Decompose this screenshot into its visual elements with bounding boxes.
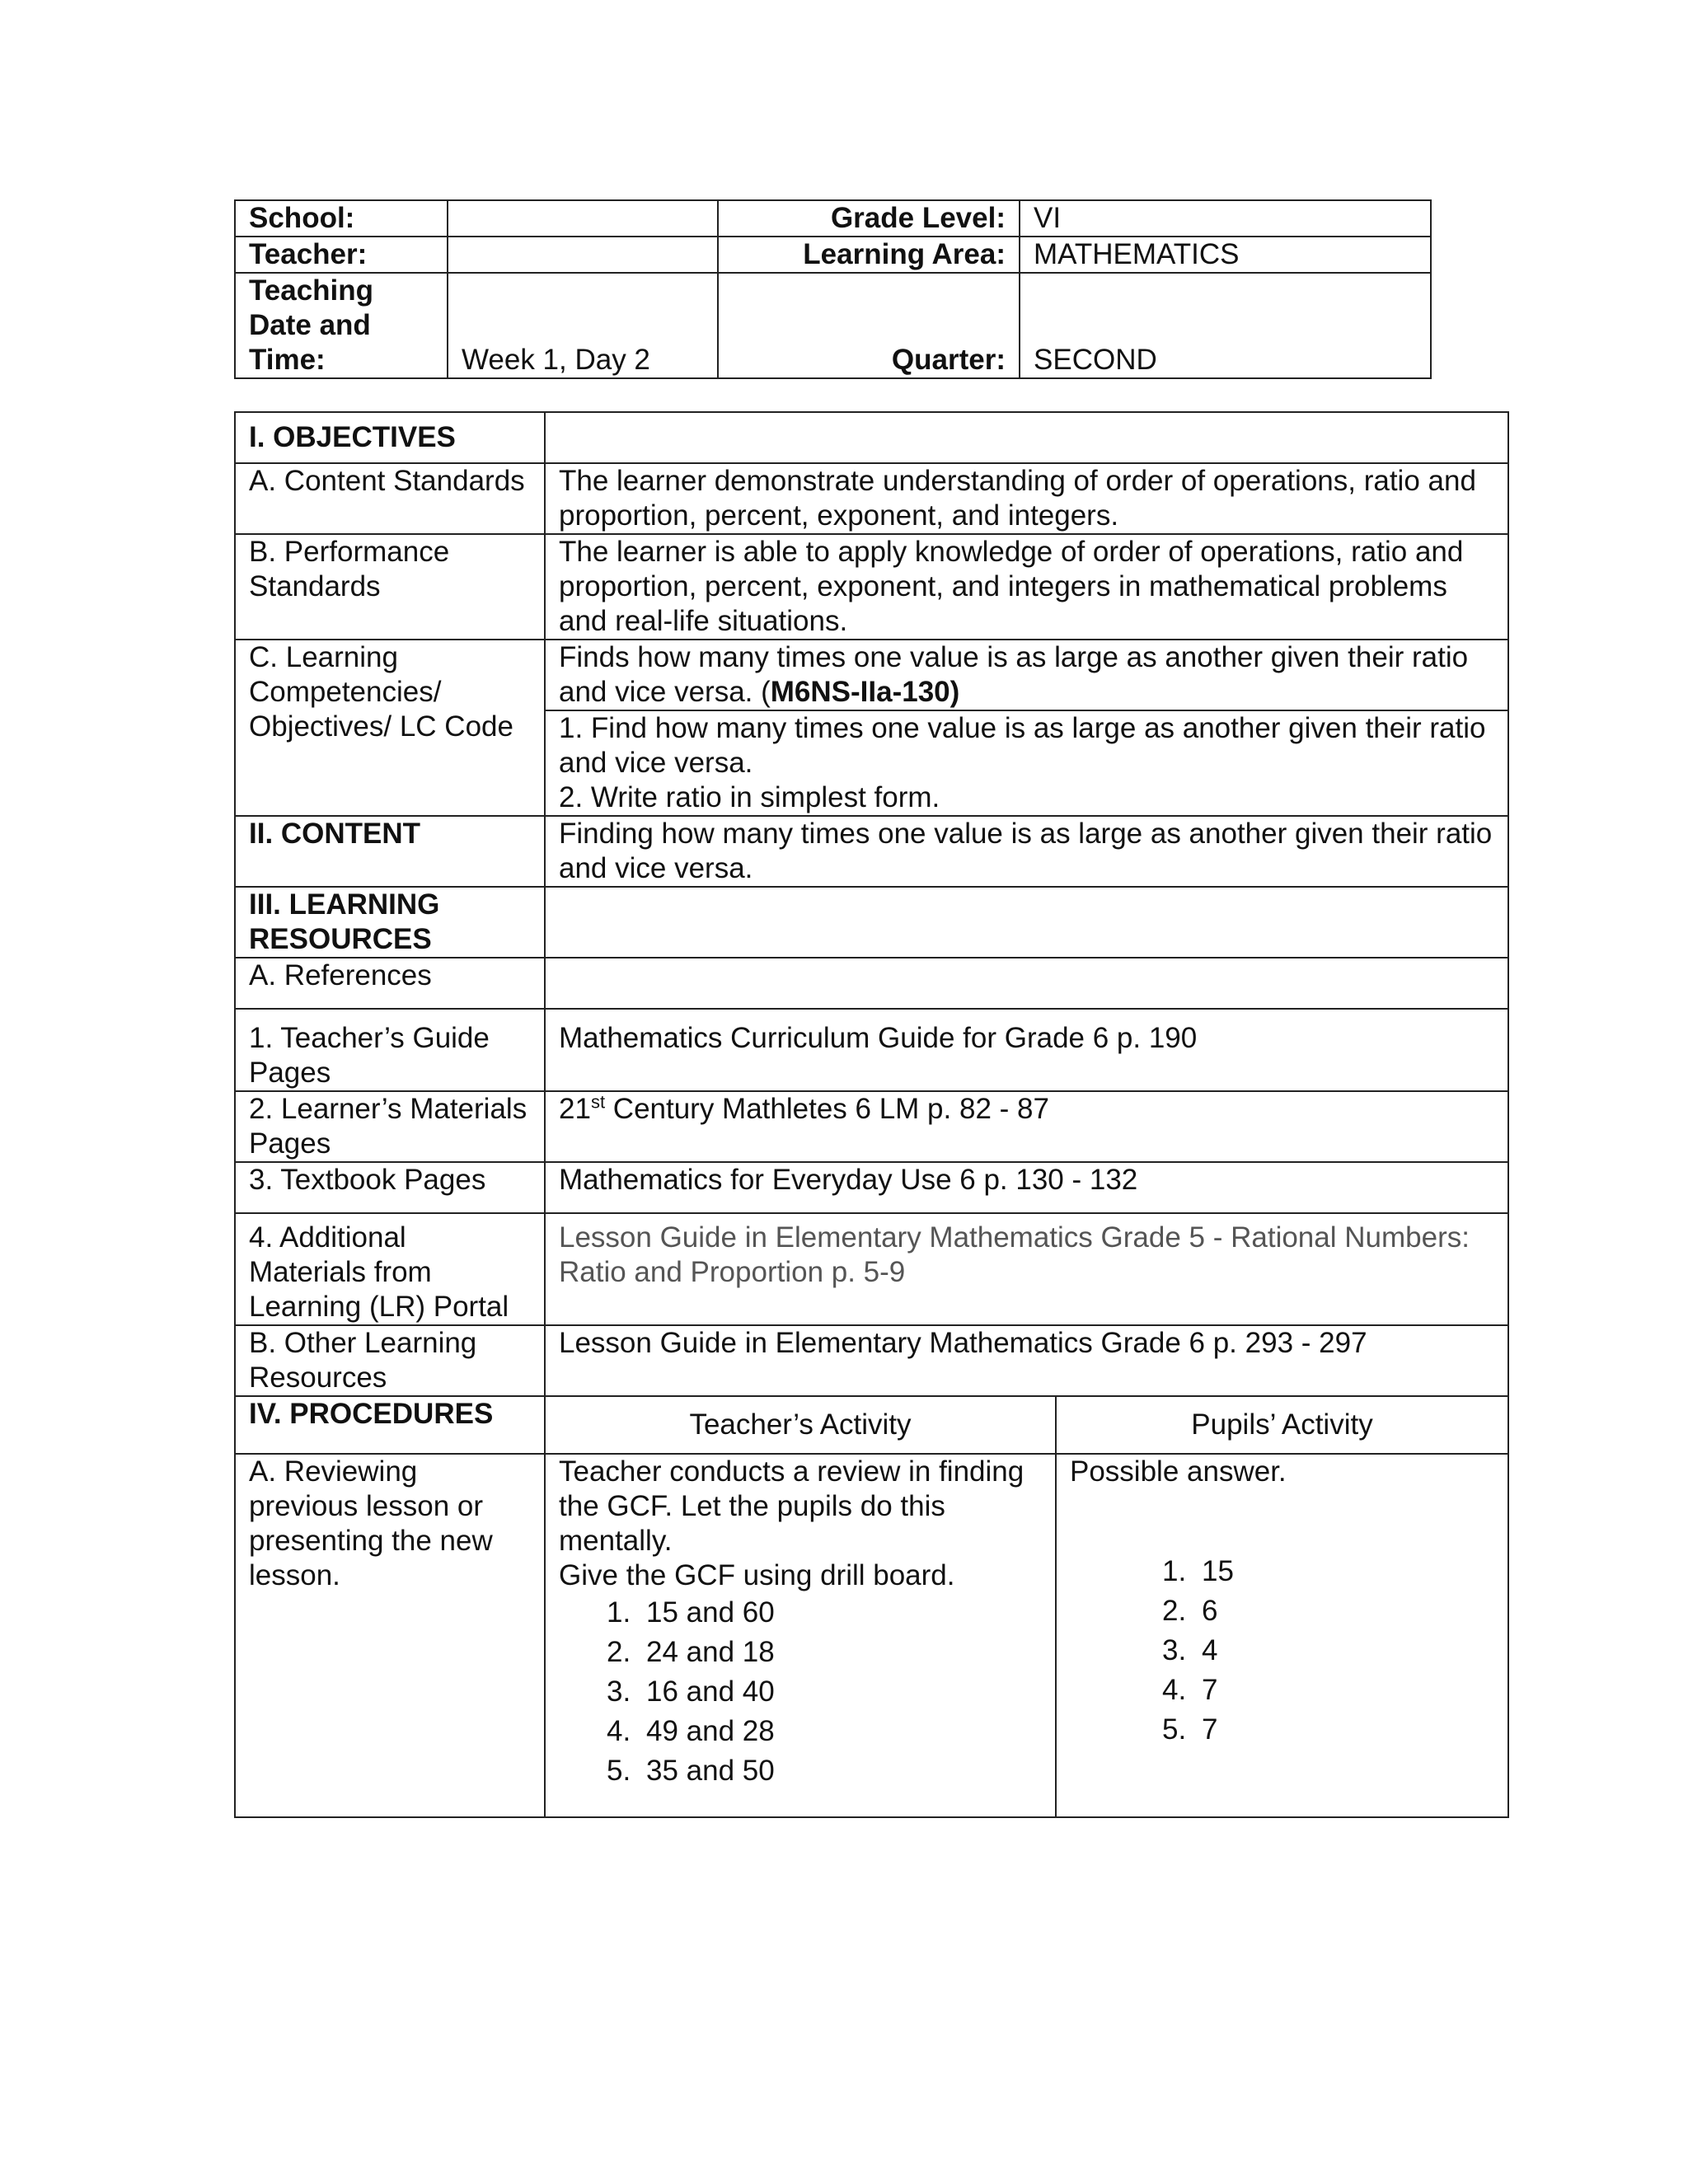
resources-heading: III. LEARNING RESOURCES [235, 887, 545, 958]
content-standards-label: A. Content Standards [235, 463, 545, 534]
teaching-date-value: Week 1, Day 2 [448, 273, 718, 378]
competencies-label: C. Learning Competencies/ Objectives/ LC Code [235, 640, 545, 816]
content-text: Finding how many times one value is as large as another given their ratio and vice versa. [545, 816, 1508, 887]
grade-level-value: VI [1020, 200, 1431, 237]
content-heading: II. CONTENT [235, 816, 545, 887]
teacher-activity-instruction: Give the GCF using drill board. [559, 1559, 955, 1591]
other-resources-text: Lesson Guide in Elementary Mathematics Grade 6 p. 293 - 297 [545, 1325, 1508, 1396]
teaching-date-label [235, 273, 448, 378]
learners-materials-rest: Century Mathletes 6 LM p. 82 - 87 [605, 1093, 1049, 1125]
objective-item: 1. Find how many times one value is as large as another given their ratio and vice versa. [559, 712, 1486, 779]
competencies-text [545, 640, 1508, 710]
teacher-activity-text: Teacher conducts a review in finding the GCF. Let the pupils do this mentally. [559, 1455, 1025, 1557]
teaching-date-label-line: Time: [249, 344, 326, 376]
reviewing-label: A. Reviewing previous lesson or presenting the new lesson. [235, 1454, 545, 1817]
learners-materials-text [545, 1091, 1508, 1162]
school-value [448, 200, 718, 237]
learners-materials-num: 21 [559, 1093, 591, 1125]
textbook-text: Mathematics for Everyday Use 6 p. 130 - 132 [545, 1162, 1508, 1213]
quarter-label: Quarter: [718, 273, 1020, 378]
competencies-description: Finds how many times one value is as large as another given their ratio and vice versa. ( [559, 641, 1469, 708]
list-item: 3. 16 and 40 [607, 1675, 775, 1708]
list-item: 2. 6 [1162, 1595, 1218, 1627]
gcf-question-list [607, 1593, 1042, 1791]
lc-code: M6NS-IIa-130) [770, 676, 960, 708]
performance-standards-label: B. Performance Standards [235, 534, 545, 640]
additional-materials-text: Lesson Guide in Elementary Mathematics Grade 5 - Rational Numbers: Ratio and Proportion p. 5-9 [545, 1213, 1508, 1325]
teacher-label: Teacher: [235, 237, 448, 273]
references-label: A. References [235, 958, 545, 1009]
learning-area-label: Learning Area: [718, 237, 1020, 273]
quarter-value: SECOND [1020, 273, 1431, 378]
learners-materials-label: 2. Learner’s Materials Pages [235, 1091, 545, 1162]
learners-materials-sup: st [590, 1091, 606, 1113]
performance-standards-text: The learner is able to apply knowledge of order of operations, ratio and proportion, percent, exponent, and integers in mathematical problems and real-life situations. [545, 534, 1508, 640]
additional-materials-label: 4. Additional Materials from Learning (LR) Portal [235, 1213, 545, 1325]
other-resources-label: B. Other Learning Resources [235, 1325, 545, 1396]
learning-area-value: MATHEMATICS [1020, 237, 1431, 273]
list-item: 2. 24 and 18 [607, 1636, 775, 1668]
objectives-heading: I. OBJECTIVES [235, 412, 545, 463]
objectives-heading-blank [545, 412, 1508, 463]
school-label: School: [235, 200, 448, 237]
list-item: 5. 35 and 50 [607, 1755, 775, 1787]
textbook-label: 3. Textbook Pages [235, 1162, 545, 1213]
objective-item: 2. Write ratio in simplest form. [559, 781, 940, 813]
list-item: 4. 7 [1162, 1674, 1218, 1706]
resources-heading-blank [545, 887, 1508, 958]
teachers-guide-label: 1. Teacher’s Guide Pages [235, 1009, 545, 1091]
list-item: 4. 49 and 28 [607, 1715, 775, 1747]
teaching-date-label-line: Date and [249, 309, 371, 341]
list-item: 5. 7 [1162, 1713, 1218, 1746]
list-item: 1. 15 and 60 [607, 1596, 775, 1629]
teacher-activity-header: Teacher’s Activity [545, 1396, 1056, 1454]
pupil-activity-cell [1056, 1454, 1508, 1817]
list-item: 1. 15 [1162, 1555, 1234, 1587]
teachers-guide-text: Mathematics Curriculum Guide for Grade 6 p. 190 [545, 1009, 1508, 1091]
procedures-heading: IV. PROCEDURES [235, 1396, 545, 1454]
content-standards-text: The learner demonstrate understanding of order of operations, ratio and proportion, percent, exponent, and integers. [545, 463, 1508, 534]
grade-level-label: Grade Level: [718, 200, 1020, 237]
teacher-value [448, 237, 718, 273]
gcf-answer-list [1162, 1552, 1494, 1750]
pupil-activity-intro: Possible answer. [1070, 1455, 1287, 1488]
objectives-list [545, 710, 1508, 816]
list-item: 3. 4 [1162, 1634, 1218, 1666]
references-blank [545, 958, 1508, 1009]
teacher-activity-cell [545, 1454, 1056, 1817]
pupil-activity-header: Pupils’ Activity [1056, 1396, 1508, 1454]
header-table [234, 199, 1432, 379]
lesson-plan-table [234, 411, 1509, 1818]
teaching-date-label-line: Teaching [249, 274, 374, 307]
